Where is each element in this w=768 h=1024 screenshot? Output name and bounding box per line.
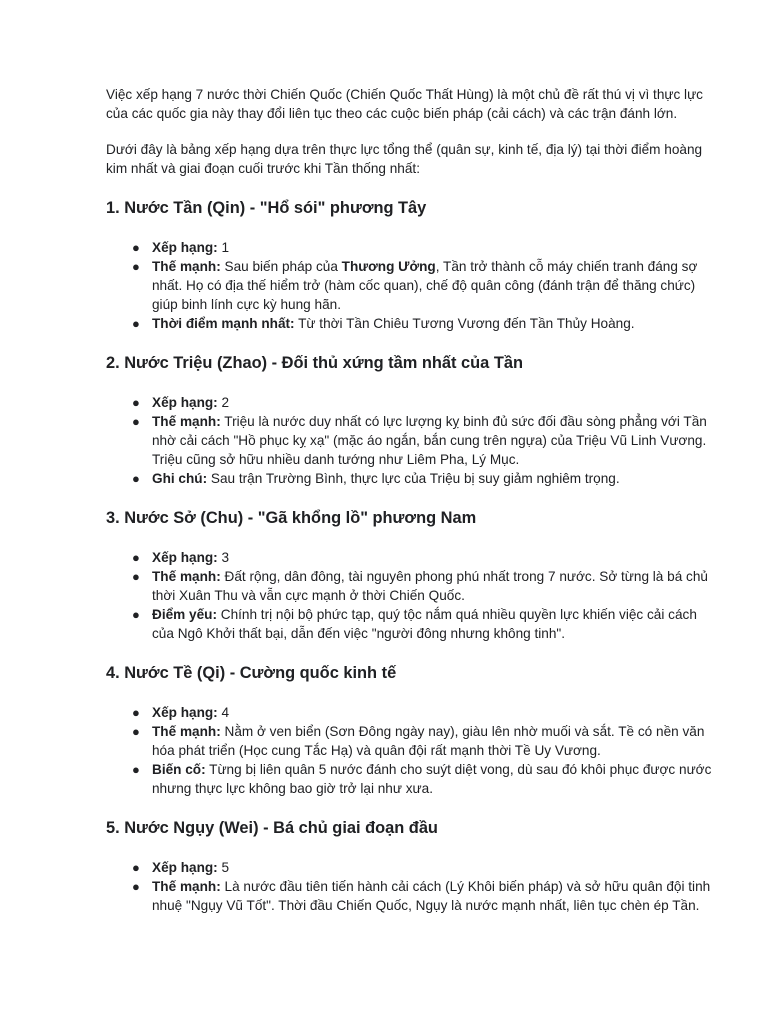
item-key: Thế mạnh: <box>152 879 221 894</box>
bullet-list <box>106 548 714 643</box>
bullet-icon: ● <box>132 550 140 565</box>
bullet-list <box>106 858 714 915</box>
bullet-icon: ● <box>132 395 140 410</box>
item-text: Từng bị liên quân 5 nước đánh cho suýt diệt vong, dù sau đó khôi phục được nước nhưng thực lực không bao giờ trở lại như xưa. <box>152 762 712 796</box>
item-text: Là nước đầu tiên tiến hành cải cách (Lý Khôi biến pháp) và sở hữu quân đội tinh nhuệ "Ngụy Vũ Tốt". Thời đầu Chiến Quốc, Ngụy là nước mạnh nhất, liên tục chèn ép Tần. <box>152 879 711 913</box>
section-heading: 2. Nước Triệu (Zhao) - Đối thủ xứng tầm nhất của Tần <box>106 354 523 372</box>
bullet-icon: ● <box>132 879 140 894</box>
bullet-icon: ● <box>132 414 140 429</box>
item-text: 4 <box>217 705 230 720</box>
item-key: Ghi chú: <box>152 471 208 486</box>
item-key: Thế mạnh: <box>152 259 221 274</box>
bullet-icon: ● <box>132 569 140 584</box>
bullet-icon: ● <box>132 316 140 331</box>
list-item <box>132 760 714 798</box>
section-heading: 5. Nước Ngụy (Wei) - Bá chủ giai đoạn đầu <box>106 819 438 837</box>
item-text: Chính trị nội bộ phức tạp, quý tộc nắm quá nhiều quyền lực khiến việc cải cách của Ngô Khởi thất bại, dẫn đến việc "người đông nhưng không tinh". <box>152 607 697 641</box>
item-text: Triệu là nước duy nhất có lực lượng kỵ binh đủ sức đối đầu sòng phẳng với Tần nhờ cải cách "Hồ phục kỵ xạ" (mặc áo ngắn, bắn cung trên ngựa) của Triệu Vũ Linh Vương. Triệu cũng sở hữu nhiều danh tướng như Liêm Pha, Lý Mục. <box>152 414 707 467</box>
list-item <box>132 722 714 760</box>
list-item <box>132 703 714 722</box>
list-item <box>132 257 714 314</box>
list-item <box>132 469 714 488</box>
bullet-list <box>106 393 714 488</box>
list-item <box>132 605 714 643</box>
item-text: , Tần trở thành cỗ máy chiến tranh đáng sợ nhất. Họ có địa thế hiểm trở (hàm cốc quan), chế độ quân công (đánh trận để thăng chức) giúp binh lính cực kỳ hung hãn. <box>152 259 698 312</box>
bullet-icon: ● <box>132 607 140 622</box>
item-text: Từ thời Tần Chiêu Tương Vương đến Tần Thủy Hoàng. <box>294 316 635 331</box>
bullet-icon: ● <box>132 860 140 875</box>
intro-paragraph: Việc xếp hạng 7 nước thời Chiến Quốc (Chiến Quốc Thất Hùng) là một chủ đề rất thú vị vì thực lực của các quốc gia này thay đổi liên tục theo các cuộc biến pháp (cải cách) và các trận đánh lớn. <box>106 87 703 121</box>
item-text: Nằm ở ven biển (Sơn Đông ngày nay), giàu lên nhờ muối và sắt. Tề có nền văn hóa phát triển (Học cung Tắc Hạ) và quân đội rất mạnh thời Tề Uy Vương. <box>152 724 705 758</box>
bullet-icon: ● <box>132 240 140 255</box>
item-key: Điểm yếu: <box>152 607 217 622</box>
item-key: Biến cố: <box>152 762 206 777</box>
item-text: 3 <box>217 550 230 565</box>
item-key: Thế mạnh: <box>152 569 221 584</box>
item-key: Thế mạnh: <box>152 414 221 429</box>
item-key: Thời điểm mạnh nhất: <box>152 316 295 331</box>
bullet-icon: ● <box>132 471 140 486</box>
list-item <box>132 314 714 333</box>
item-text: 2 <box>217 395 230 410</box>
bullet-icon: ● <box>132 762 140 777</box>
item-key: Thế mạnh: <box>152 724 221 739</box>
section-heading: 4. Nước Tề (Qi) - Cường quốc kinh tế <box>106 664 397 682</box>
list-item <box>132 567 714 605</box>
list-item <box>132 238 714 257</box>
item-key: Xếp hạng: <box>152 550 218 565</box>
list-item <box>132 858 714 877</box>
intro-paragraph: Dưới đây là bảng xếp hạng dựa trên thực lực tổng thể (quân sự, kinh tế, địa lý) tại thời điểm hoàng kim nhất và giai đoạn cuối trước khi Tần thống nhất: <box>106 142 703 176</box>
item-key: Xếp hạng: <box>152 860 218 875</box>
bullet-icon: ● <box>132 705 140 720</box>
item-key: Xếp hạng: <box>152 705 218 720</box>
section-heading: 3. Nước Sở (Chu) - "Gã khổng lồ" phương Nam <box>106 509 477 527</box>
bullet-list <box>106 238 714 333</box>
item-text: 1 <box>217 240 230 255</box>
item-text: Sau trận Trường Bình, thực lực của Triệu bị suy giảm nghiêm trọng. <box>207 471 620 486</box>
bullet-icon: ● <box>132 259 140 274</box>
item-text: Đất rộng, dân đông, tài nguyên phong phú nhất trong 7 nước. Sở từng là bá chủ thời Xuân Thu và vẫn cực mạnh ở thời Chiến Quốc. <box>152 569 708 603</box>
item-text: 5 <box>217 860 230 875</box>
list-item <box>132 877 714 915</box>
list-item <box>132 393 714 412</box>
bullet-list <box>106 703 714 798</box>
list-item <box>132 412 714 469</box>
item-key: Xếp hạng: <box>152 240 218 255</box>
item-emphasis: Thương Ưởng <box>341 259 436 274</box>
item-key: Xếp hạng: <box>152 395 218 410</box>
item-text: Sau biến pháp của <box>220 259 342 274</box>
section-heading: 1. Nước Tần (Qin) - "Hổ sói" phương Tây <box>106 199 427 217</box>
list-item <box>132 548 714 567</box>
bullet-icon: ● <box>132 724 140 739</box>
